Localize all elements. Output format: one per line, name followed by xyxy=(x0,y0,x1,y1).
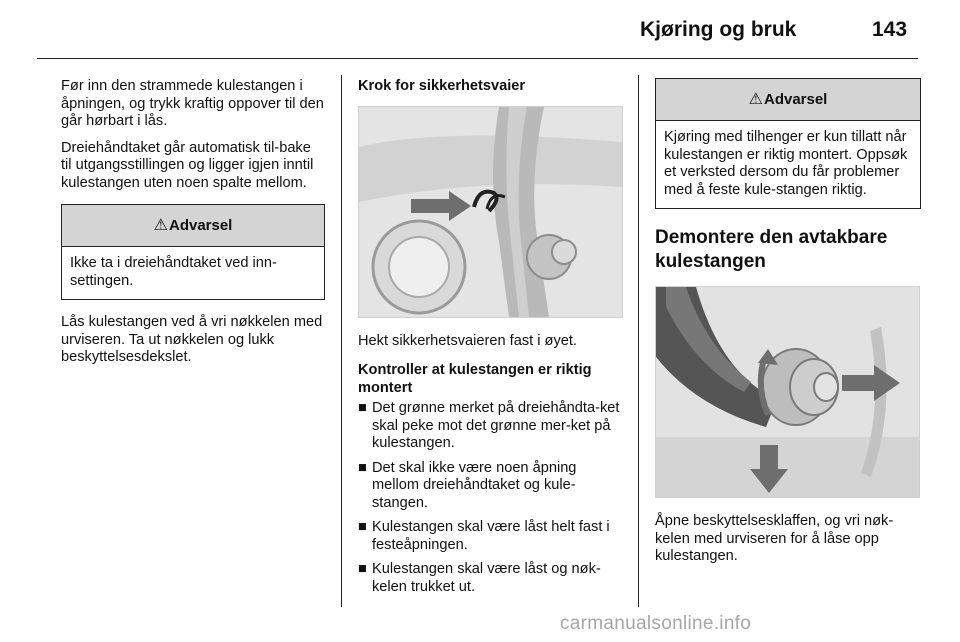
heading-check-mounted: Kontroller at kulestangen er riktig montert xyxy=(358,362,592,396)
warning-triangle-icon: ⚠ xyxy=(748,90,763,108)
heading-safety-cable-hook: Krok for sikkerhetsvaier xyxy=(358,78,526,94)
warning-title: Advarsel xyxy=(168,216,233,234)
paragraph-lock-ball-bar: Lås kulestangen ved å vri nøkkelen med urviseren. Ta ut nøkkelen og lukk beskyttelsesdekslet. xyxy=(61,314,323,365)
page-header-title: Kjøring og bruk xyxy=(640,18,797,41)
warning-title: Advarsel xyxy=(763,90,828,108)
heading-remove-ball-bar: Demontere den avtakbare kulestangen xyxy=(655,227,888,272)
watermark: carmanualsonline.info xyxy=(560,613,752,634)
checklist-item: ■ Det grønne merket på dreiehåndta-ket skal peke mot det grønne mer-ket på kulestangen. xyxy=(358,400,620,451)
checklist-item: ■ Kulestangen skal være låst og nøk-kelen trukket ut. xyxy=(358,561,601,595)
warning-box-towing xyxy=(655,78,921,209)
column-1 xyxy=(61,78,325,367)
column-divider-left xyxy=(341,75,342,607)
column-3 xyxy=(655,78,921,566)
column-divider-right xyxy=(638,75,639,607)
checklist-item: ■ Kulestangen skal være låst helt fast i festeåpningen. xyxy=(358,519,610,553)
checklist xyxy=(358,400,624,596)
caption-unlock-ball-bar: Åpne beskyttelsesklaffen, og vri nøk-kelen med urviseren for å låse opp kulestangen. xyxy=(655,513,894,564)
warning-header xyxy=(62,205,324,247)
bullet-square-icon: ■ xyxy=(358,561,367,577)
safety-cable-eye-photo xyxy=(358,106,623,318)
remove-ball-bar-photo xyxy=(655,286,920,498)
column-2 xyxy=(358,78,624,603)
checklist-item: ■ Det skal ikke være noen åpning mellom dreiehåndtaket og kule-stangen. xyxy=(358,459,577,511)
paragraph-insert-ball-bar: Før inn den strammede kulestangen i åpningen, og trykk kraftig oppover til den går hørbart i lås. xyxy=(61,78,324,129)
warning-header xyxy=(656,79,920,121)
paragraph-handle-returns: Dreiehåndtaket går automatisk til-bake til utgangsstillingen og ligger igjen inntil kulestangen uten noen spalte mellom. xyxy=(61,139,314,191)
bullet-square-icon: ■ xyxy=(358,459,367,476)
warning-triangle-icon: ⚠ xyxy=(153,216,168,234)
warning-text: Ikke ta i dreiehåndtaket ved inn-settingen. xyxy=(70,255,277,289)
bullet-square-icon: ■ xyxy=(358,400,367,416)
caption-hook-cable: Hekt sikkerhetsvaieren fast i øyet. xyxy=(358,332,577,349)
page-number: 143 xyxy=(872,18,908,41)
header-divider xyxy=(37,58,918,59)
warning-text: Kjøring med tilhenger er kun tillatt når kulestangen er riktig montert. Oppsøk et verksted dersom du får problemer med å feste kule-stangen riktig. xyxy=(664,129,908,198)
warning-box-handle xyxy=(61,204,325,300)
bullet-square-icon: ■ xyxy=(358,519,367,535)
